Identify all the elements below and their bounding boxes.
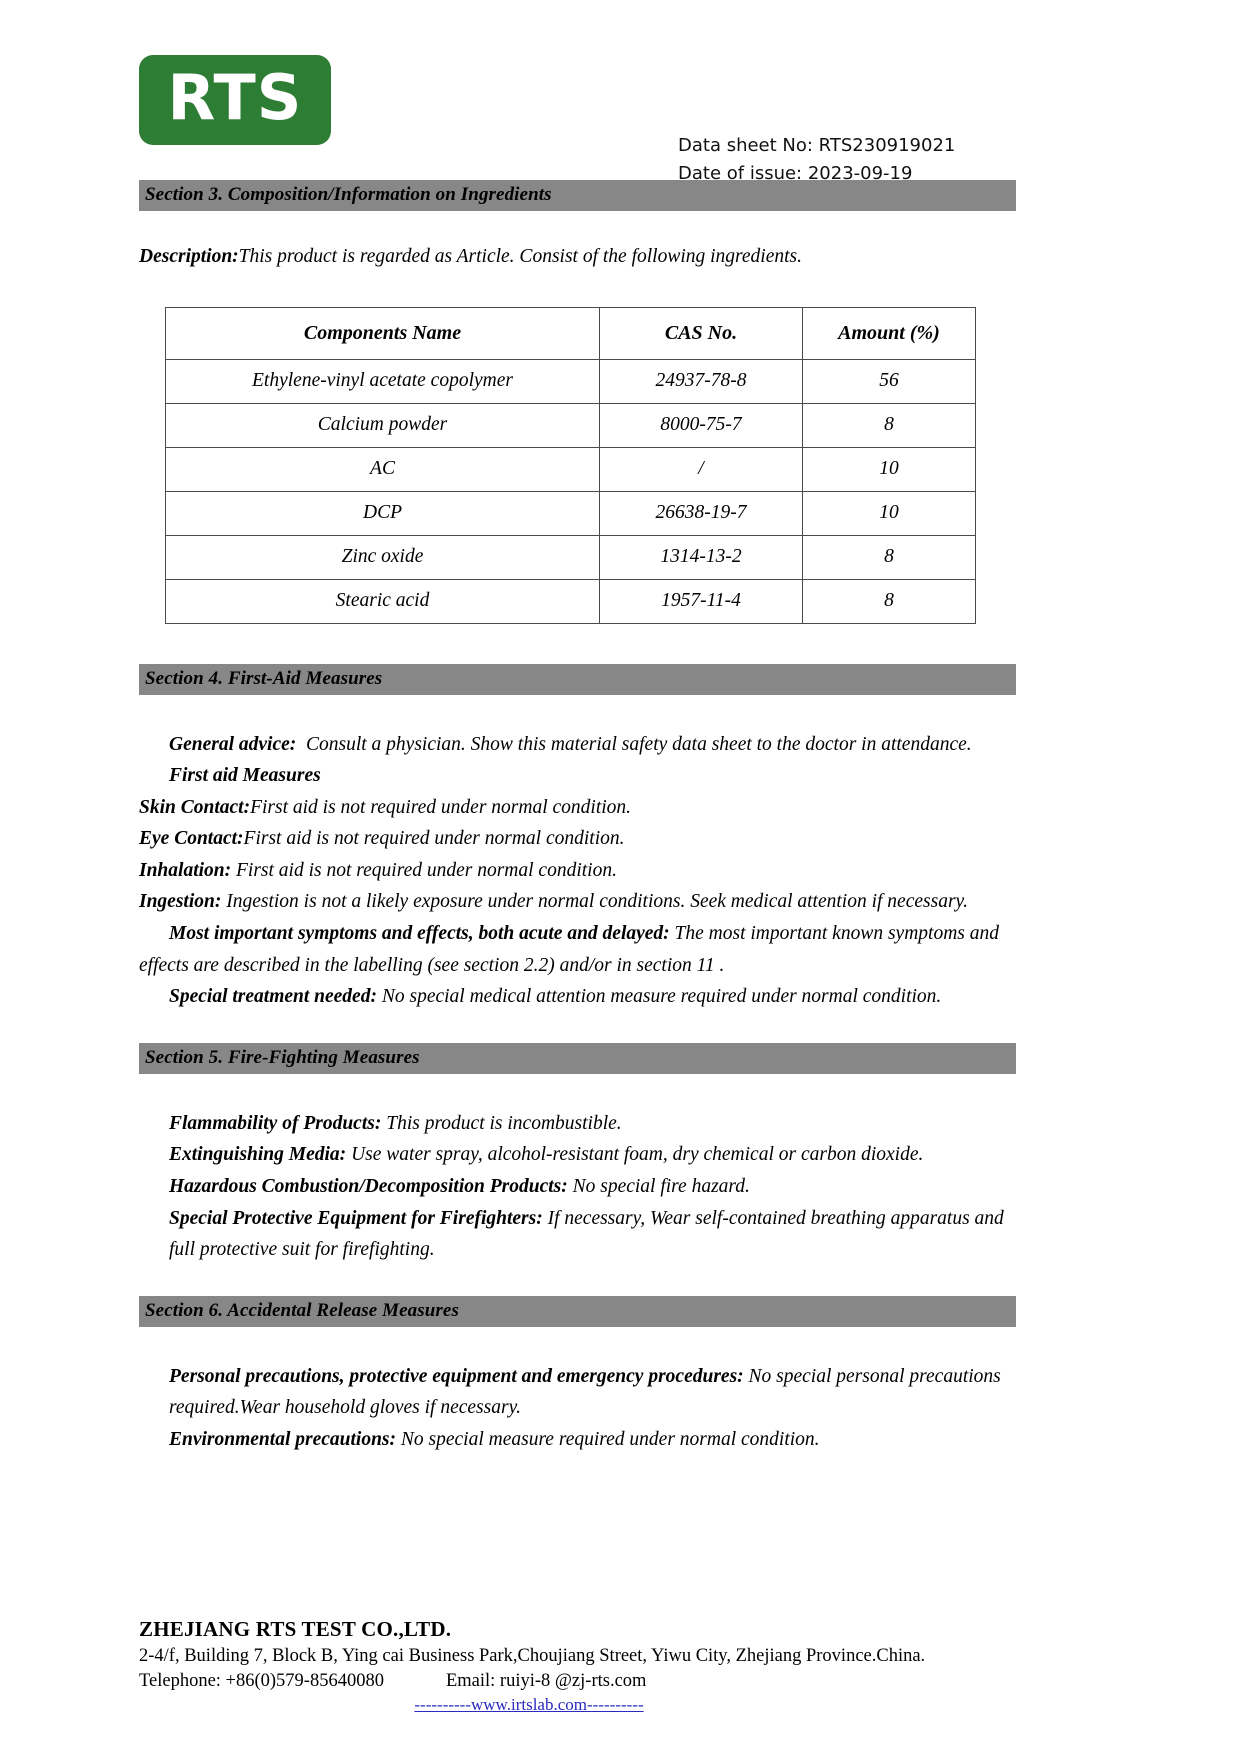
general-advice-text: Consult a physician. Show this material safety data sheet to the doctor in attendance. <box>306 733 972 755</box>
cell-component-name: Calcium powder <box>166 403 600 447</box>
section-5-header: Section 5. Fire-Fighting Measures <box>139 1043 1016 1074</box>
skin-contact-label: Skin Contact: <box>139 796 251 818</box>
symptoms-text: The most important known symptoms and effects are described in the labelling (see section 2.2) and/or in section 11 . <box>139 923 1000 976</box>
cell-cas-no: 26638-19-7 <box>600 491 803 535</box>
extinguishing-media-text: Use water spray, alcohol-resistant foam, dry chemical or carbon dioxide. <box>351 1144 924 1166</box>
footer-website-wrapper <box>139 1695 919 1715</box>
section-4-body <box>139 729 1016 1013</box>
inhalation-label: Inhalation: <box>139 859 232 881</box>
cell-amount: 56 <box>803 359 976 403</box>
table-header-row <box>166 307 976 359</box>
description-label: Description: <box>139 246 239 267</box>
data-sheet-no: Data sheet No: RTS230919021 <box>678 135 956 156</box>
protective-equipment-label: Special Protective Equipment for Firefighters: <box>169 1207 543 1229</box>
description-line <box>139 241 1016 273</box>
ingredients-table-wrapper <box>165 307 975 624</box>
footer-address: 2-4/f, Building 7, Block B, Ying cai Business Park,Choujiang Street, Yiwu City, Zhejiang Province.China. <box>139 1646 926 1666</box>
cell-cas-no: 1314-13-2 <box>600 535 803 579</box>
cell-component-name: Ethylene-vinyl acetate copolymer <box>166 359 600 403</box>
inhalation-line <box>139 855 1016 887</box>
environmental-precautions-label: Environmental precautions: <box>169 1428 396 1450</box>
cell-cas-no: 24937-78-8 <box>600 359 803 403</box>
cell-cas-no: 1957-11-4 <box>600 579 803 623</box>
symptoms-label: Most important symptoms and effects, both acute and delayed: <box>169 923 670 945</box>
rts-logo <box>139 55 331 145</box>
table-row <box>166 535 976 579</box>
section-3-body <box>139 241 1016 273</box>
date-of-issue: Date of issue: 2023-09-19 <box>678 162 913 184</box>
cell-component-name: Stearic acid <box>166 579 600 623</box>
footer-company-name: ZHEJIANG RTS TEST CO.,LTD. <box>139 1617 452 1641</box>
page-header <box>0 0 1240 184</box>
flammability-line <box>139 1108 1016 1140</box>
skin-contact-text: First aid is not required under normal condition. <box>250 796 632 818</box>
special-treatment-label: Special treatment needed: <box>169 986 377 1008</box>
footer-website-link[interactable]: ----------www.irtslab.com---------- <box>414 1695 644 1715</box>
protective-equipment-line <box>139 1203 1016 1266</box>
extinguishing-media-label: Extinguishing Media: <box>169 1144 347 1166</box>
column-header-amount: Amount (%) <box>803 307 976 359</box>
description-text: This product is regarded as Article. Consist of the following ingredients. <box>238 246 803 267</box>
section-3-header: Section 3. Composition/Information on Ingredients <box>139 180 1016 211</box>
table-row <box>166 359 976 403</box>
extinguishing-media-line <box>139 1139 1016 1171</box>
section-6-header: Section 6. Accidental Release Measures <box>139 1296 1016 1327</box>
table-row <box>166 579 976 623</box>
skin-contact-line <box>139 792 1016 824</box>
cell-component-name: Zinc oxide <box>166 535 600 579</box>
special-treatment-text: No special medical attention measure required under normal condition. <box>381 986 942 1008</box>
table-row <box>166 403 976 447</box>
environmental-precautions-line <box>139 1424 1016 1456</box>
cell-cas-no: / <box>600 447 803 491</box>
cell-amount: 10 <box>803 491 976 535</box>
rts-logo-text: RTS <box>167 61 303 134</box>
hazardous-products-label: Hazardous Combustion/Decomposition Products: <box>169 1175 568 1197</box>
personal-precautions-label: Personal precautions, protective equipment and emergency procedures: <box>169 1365 744 1387</box>
cell-component-name: AC <box>166 447 600 491</box>
inhalation-text: First aid is not required under normal condition. <box>236 859 617 881</box>
section-5-body <box>139 1108 1016 1266</box>
footer-telephone: Telephone: +86(0)579-85640080 <box>139 1670 384 1691</box>
page-footer <box>139 1617 1099 1715</box>
cell-amount: 8 <box>803 535 976 579</box>
section-4-header: Section 4. First-Aid Measures <box>139 664 1016 695</box>
ingestion-line <box>139 886 1016 918</box>
flammability-label: Flammability of Products: <box>169 1112 382 1134</box>
personal-precautions-line <box>139 1361 1016 1424</box>
personal-precautions-text: No special personal precautions required.Wear household gloves if necessary. <box>169 1365 1001 1419</box>
header-meta <box>678 132 955 188</box>
eye-contact-text: First aid is not required under normal condition. <box>243 828 625 850</box>
first-aid-measures-label: First aid Measures <box>169 765 321 787</box>
table-row <box>166 447 976 491</box>
flammability-text: This product is incombustible. <box>386 1112 622 1134</box>
cell-cas-no: 8000-75-7 <box>600 403 803 447</box>
cell-amount: 8 <box>803 403 976 447</box>
special-treatment-line <box>139 981 1016 1013</box>
ingestion-text: Ingestion is not a likely exposure under normal conditions. Seek medical attention if necessary. <box>226 891 968 913</box>
column-header-cas-no: CAS No. <box>600 307 803 359</box>
footer-contact-row <box>139 1669 1099 1694</box>
column-header-components-name: Components Name <box>166 307 600 359</box>
section-6-body <box>139 1361 1016 1456</box>
hazardous-products-line <box>139 1171 1016 1203</box>
ingredients-table <box>165 307 976 624</box>
eye-contact-line <box>139 823 1016 855</box>
ingestion-label: Ingestion: <box>139 891 222 913</box>
cell-component-name: DCP <box>166 491 600 535</box>
hazardous-products-text: No special fire hazard. <box>572 1175 750 1197</box>
general-advice-line <box>139 729 1016 761</box>
protective-equipment-text: If necessary, Wear self-contained breathing apparatus and full protective suit for firefighting. <box>169 1207 1004 1261</box>
footer-email: Email: ruiyi-8 @zj-rts.com <box>445 1670 647 1691</box>
environmental-precautions-text: No special measure required under normal condition. <box>400 1428 820 1450</box>
eye-contact-label: Eye Contact: <box>139 828 244 850</box>
table-row <box>166 491 976 535</box>
general-advice-label: General advice: <box>169 733 297 755</box>
cell-amount: 10 <box>803 447 976 491</box>
symptoms-line <box>139 918 1016 981</box>
cell-amount: 8 <box>803 579 976 623</box>
